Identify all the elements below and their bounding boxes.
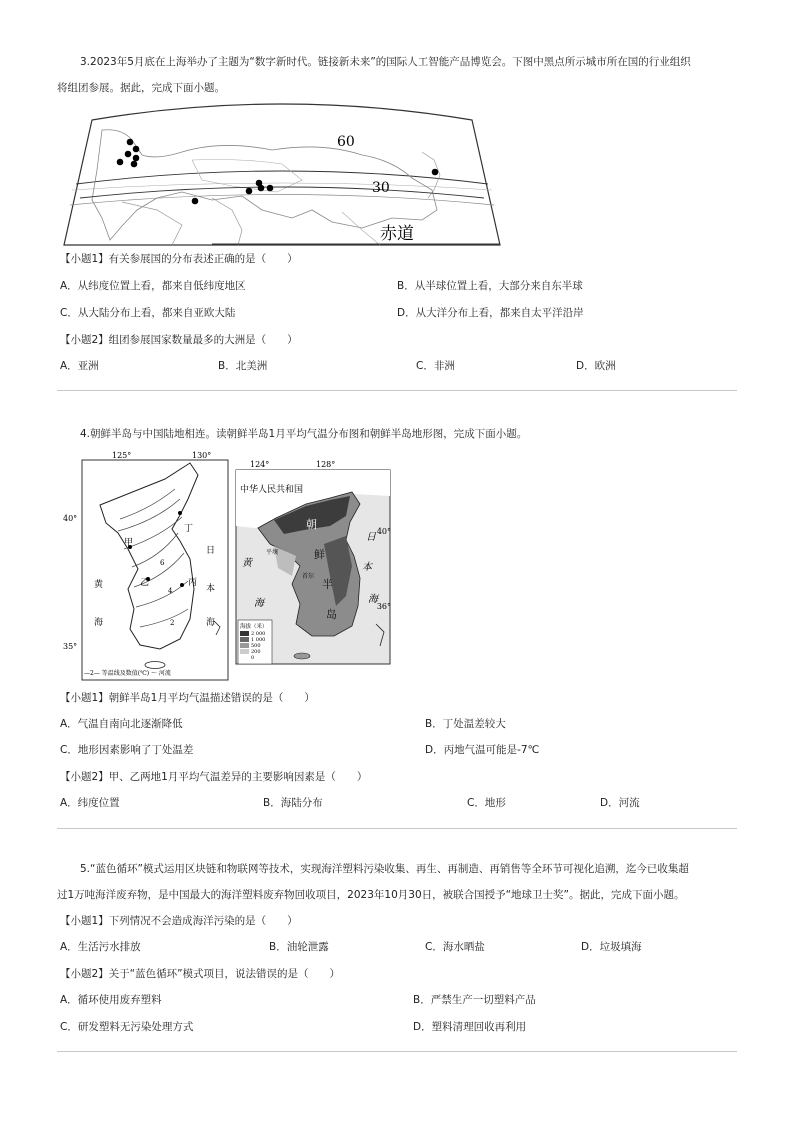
iso-label-6: 6 xyxy=(160,559,165,567)
city-dot xyxy=(117,159,124,166)
lat60-label: 60 xyxy=(337,134,355,150)
q5-sub1-option-b[interactable]: B．油轮泄露 xyxy=(269,941,329,953)
point-ding xyxy=(178,511,182,515)
sea-japan-3: 海 xyxy=(206,618,216,628)
q4-terrain-map xyxy=(234,456,394,668)
q5-stem-line2: 过1万吨海洋废弃物，是中国最大的海洋塑料废弃物回收项目，2023年10月30日，被联合国授予“地球卫士奖”。据此，完成下面小题。 xyxy=(57,889,685,901)
city-dot xyxy=(432,169,439,176)
q3-stem-line1: 3.2023年5月底在上海举办了主题为“数字新时代。链接新未来”的国际人工智能产品博览会。下图中黑点所示城市所在国的行业组织 xyxy=(80,56,691,68)
q4-sub2-label: 【小题2】甲、乙两地1月平均气温差异的主要影响因素是（ ） xyxy=(60,771,368,783)
japan-sea-2: 本 xyxy=(362,562,372,573)
divider xyxy=(57,828,737,829)
yellow-sea-2: 海 xyxy=(254,598,264,609)
lon125-label: 125° xyxy=(112,451,132,460)
q4-sub2-option-b[interactable]: B．海陆分布 xyxy=(263,797,323,809)
lat30-label: 30 xyxy=(372,180,390,196)
q3-sub2-option-c[interactable]: C．非洲 xyxy=(416,360,455,372)
pen-label-2: 鲜 xyxy=(314,548,325,561)
q4-sub1-label: 【小题1】朝鲜半岛1月平均气温描述错误的是（ ） xyxy=(60,692,315,704)
lat35-label: 35° xyxy=(63,642,78,651)
pen-label-4: 岛 xyxy=(326,608,337,621)
lat36-label: 36° xyxy=(376,602,391,611)
city-dot xyxy=(192,198,199,205)
yellow-sea-1: 黄 xyxy=(242,558,252,569)
divider xyxy=(57,390,737,391)
lon130-label: 130° xyxy=(192,451,212,460)
sea-yellow-1: 黄 xyxy=(94,580,104,590)
q4-sub1-option-d[interactable]: D．丙地气温可能是-7℃ xyxy=(425,744,540,756)
q5-sub2-option-d[interactable]: D．塑料清理回收再利用 xyxy=(413,1021,527,1033)
legend-swatch xyxy=(240,643,249,648)
q5-sub2-option-c[interactable]: C．研发塑料无污染处理方式 xyxy=(60,1021,194,1033)
sea-japan-2: 本 xyxy=(206,584,216,594)
q3-sub2-option-d[interactable]: D．欧洲 xyxy=(576,360,616,372)
equator-label: 赤道 xyxy=(380,224,414,244)
divider xyxy=(57,1051,737,1052)
iso-label-4: 4 xyxy=(168,587,173,595)
legend-swatch xyxy=(240,637,249,642)
q3-sub1-option-b[interactable]: B．从半球位置上看，大部分来自东半球 xyxy=(397,280,583,292)
japan-sea-1: 日 xyxy=(366,532,376,543)
city-dot xyxy=(246,188,253,195)
q5-sub1-option-d[interactable]: D．垃圾填海 xyxy=(581,941,642,953)
city-dot xyxy=(258,185,265,192)
q3-sub2-label: 【小题2】组团参展国家数量最多的大洲是（ ） xyxy=(60,334,298,346)
q3-sub1-option-d[interactable]: D．从大洋分布上看，都来自太平洋沿岸 xyxy=(397,307,584,319)
q5-sub1-option-a[interactable]: A．生活污水排放 xyxy=(60,941,141,953)
china-label: 中华人民共和国 xyxy=(240,485,304,495)
city-dot xyxy=(127,139,134,146)
q4-sub1-option-b[interactable]: B．丁处温差较大 xyxy=(425,718,506,730)
legend-swatch xyxy=(240,649,249,654)
q3-sub1-option-a[interactable]: A．从纬度位置上看，都来自低纬度地区 xyxy=(60,280,246,292)
q3-sub1-label: 【小题1】有关参展国的分布表述正确的是（ ） xyxy=(60,253,298,265)
city-dot xyxy=(267,185,274,192)
pen-label-1: 朝 xyxy=(306,518,317,531)
q3-sub2-option-a[interactable]: A．亚洲 xyxy=(60,360,99,372)
lat40-label: 40° xyxy=(376,527,391,536)
city-dot xyxy=(125,151,132,158)
q3-stem-line2: 将组团参展。据此，完成下面小题。 xyxy=(57,82,225,94)
jeju-island xyxy=(294,653,310,659)
legend-value: 500 xyxy=(251,643,261,649)
label-jia: 甲 xyxy=(124,538,134,548)
label-yi: 乙 xyxy=(140,578,150,588)
lon128-label: 128° xyxy=(316,460,336,469)
q3-world-map xyxy=(62,100,502,246)
label-ding: 丁 xyxy=(184,524,194,534)
q3-sub1-option-c[interactable]: C．从大陆分布上看，都来自亚欧大陆 xyxy=(60,307,236,319)
q4-sub1-option-c[interactable]: C．地形因素影响了丁处温差 xyxy=(60,744,194,756)
temp-map-legend: —2— 等温线及数值(℃) ～ 河流 xyxy=(84,670,171,677)
point-bing xyxy=(180,583,184,587)
legend-value: 1 000 xyxy=(251,637,266,643)
city-dot xyxy=(131,161,138,168)
jeju-island xyxy=(145,662,165,669)
pen-label-3: 半 xyxy=(322,578,333,591)
q5-sub1-label: 【小题1】下列情况不会造成海洋污染的是（ ） xyxy=(60,915,298,927)
q4-sub2-option-c[interactable]: C．地形 xyxy=(467,797,506,809)
q5-sub2-option-a[interactable]: A．循环使用废弃塑料 xyxy=(60,994,162,1006)
q5-sub2-option-b[interactable]: B．严禁生产一切塑料产品 xyxy=(413,994,536,1006)
lat40-label: 40° xyxy=(63,514,78,523)
city-a-label: 平壤 xyxy=(266,549,279,556)
q4-stem: 4.朝鲜半岛与中国陆地相连。读朝鲜半岛1月平均气温分布图和朝鲜半岛地形图，完成下面小题。 xyxy=(80,428,528,440)
q4-sub2-option-d[interactable]: D．河流 xyxy=(600,797,640,809)
city-dot xyxy=(133,155,140,162)
q5-sub2-label: 【小题2】关于“蓝色循环”模式项目，说法错误的是（ ） xyxy=(60,968,341,980)
lon124-label: 124° xyxy=(250,460,270,469)
q5-stem-line1: 5.“蓝色循环”模式运用区块链和物联网等技术，实现海洋塑料污染收集、再生、再制造、再销售等全环节可视化追溯，迄今已收集超 xyxy=(80,863,689,875)
legend-value: 200 xyxy=(251,649,261,655)
q4-sub2-option-a[interactable]: A．纬度位置 xyxy=(60,797,120,809)
q4-sub1-option-a[interactable]: A．气温自南向北逐渐降低 xyxy=(60,718,183,730)
legend-value: 2 000 xyxy=(251,631,266,637)
q3-sub2-option-b[interactable]: B．北美洲 xyxy=(218,360,268,372)
city-b-label: 首尔 xyxy=(302,573,315,580)
legend-title: 海拔（米） xyxy=(240,624,268,630)
sea-japan-1: 日 xyxy=(206,546,216,556)
q4-temperature-map xyxy=(60,449,230,681)
city-dot xyxy=(133,146,140,153)
label-bing: 丙 xyxy=(188,578,198,588)
sea-yellow-2: 海 xyxy=(94,618,104,628)
iso-label-2: 2 xyxy=(170,619,175,627)
japan-sea-3: 海 xyxy=(368,594,378,605)
legend-swatch xyxy=(240,631,249,636)
legend-value: 0 xyxy=(251,655,255,661)
q5-sub1-option-c[interactable]: C．海水晒盐 xyxy=(425,941,485,953)
